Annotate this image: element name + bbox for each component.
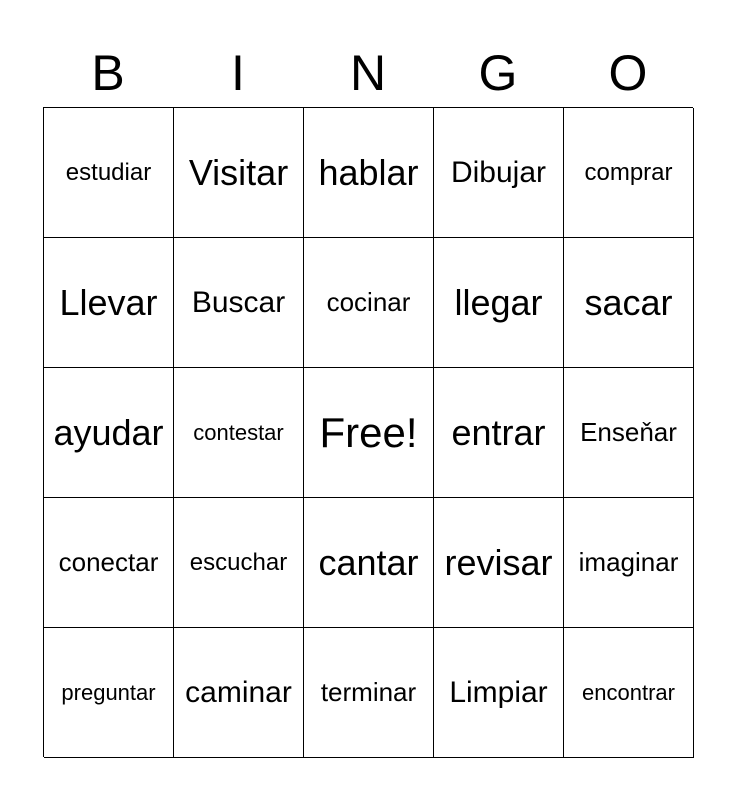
header-letter-i: I bbox=[231, 45, 245, 101]
bingo-cell[interactable]: Limpiar bbox=[434, 628, 564, 758]
bingo-board bbox=[43, 107, 693, 757]
bingo-cell[interactable]: cocinar bbox=[304, 238, 434, 368]
bingo-cell[interactable]: Visitar bbox=[174, 108, 304, 238]
bingo-cell[interactable]: ayudar bbox=[44, 368, 174, 498]
header-letter-g: G bbox=[478, 45, 518, 101]
bingo-cell[interactable]: Llevar bbox=[44, 238, 174, 368]
bingo-free-cell[interactable]: Free! bbox=[304, 368, 434, 498]
bingo-cell[interactable]: caminar bbox=[174, 628, 304, 758]
bingo-cell[interactable]: comprar bbox=[564, 108, 694, 238]
bingo-cell[interactable]: hablar bbox=[304, 108, 434, 238]
bingo-cell[interactable]: Enseňar bbox=[564, 368, 694, 498]
bingo-header bbox=[43, 40, 693, 106]
bingo-cell[interactable]: imaginar bbox=[564, 498, 694, 628]
bingo-cell[interactable]: contestar bbox=[174, 368, 304, 498]
bingo-cell[interactable]: cantar bbox=[304, 498, 434, 628]
bingo-cell[interactable]: encontrar bbox=[564, 628, 694, 758]
bingo-cell[interactable]: estudiar bbox=[44, 108, 174, 238]
bingo-cell[interactable]: terminar bbox=[304, 628, 434, 758]
header-letter-n: N bbox=[349, 45, 387, 101]
bingo-cell[interactable]: conectar bbox=[44, 498, 174, 628]
header-letter-b: B bbox=[91, 45, 125, 101]
bingo-cell[interactable]: Buscar bbox=[174, 238, 304, 368]
bingo-cell[interactable]: entrar bbox=[434, 368, 564, 498]
bingo-cell[interactable]: escuchar bbox=[174, 498, 304, 628]
bingo-cell[interactable]: llegar bbox=[434, 238, 564, 368]
bingo-cell[interactable]: sacar bbox=[564, 238, 694, 368]
bingo-cell[interactable]: preguntar bbox=[44, 628, 174, 758]
bingo-cell[interactable]: revisar bbox=[434, 498, 564, 628]
header-letter-o: O bbox=[608, 45, 648, 101]
bingo-cell[interactable]: Dibujar bbox=[434, 108, 564, 238]
